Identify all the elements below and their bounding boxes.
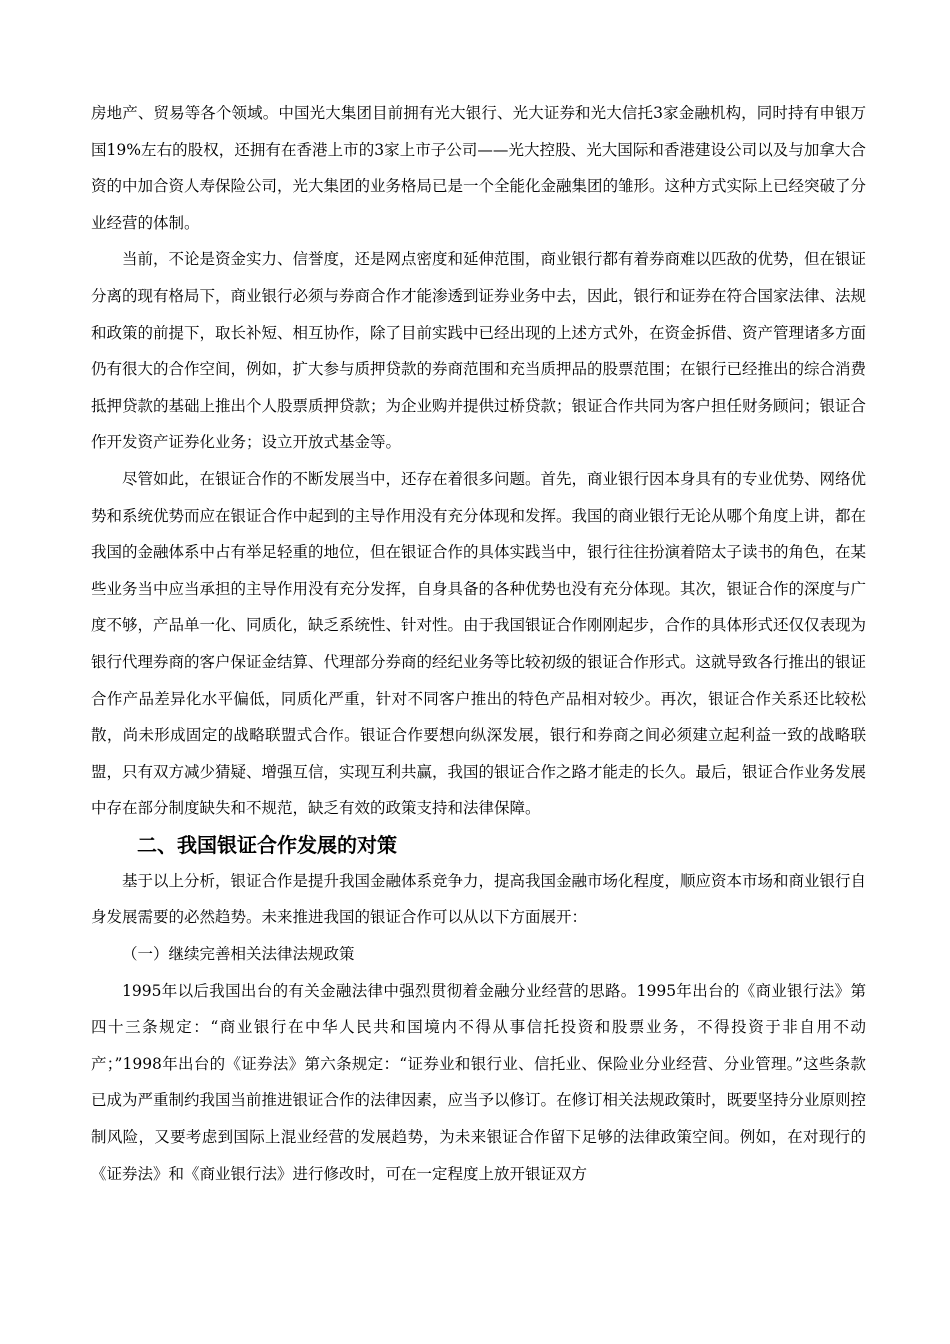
section-intro-paragraph: 基于以上分析，银证合作是提升我国金融体系竞争力，提高我国金融市场化程度，顺应资本市场和商业银行自身发展需要的必然趋势。未来推进我国的银证合作可以从以下方面展开： <box>91 871 867 927</box>
document-page <box>91 95 866 1192</box>
section-heading: 二、我国银证合作发展的对策 <box>137 832 397 857</box>
body-paragraph-legal: 1995年以后我国出台的有关金融法律中强烈贯彻着金融分业经营的思路。1995年出台的《商业银行法》第四十三条规定：“商业银行在中华人民共和国境内不得从事信托投资和股票业务，不得投资于非自用不动产；”1998年出台的《证券法》第六条规定：“证券业和银行业、信托业、保险业分业经营、分业管理。”这些条款已成为严重制约我国当前推进银证合作的法律因素，应当予以修订。在修订相关法规政策时，既要坚持分业原则控制风险，又要考虑到国际上混业经营的发展趋势，为未来银证合作留下足够的法律政策空间。例如，在对现行的《证券法》和《商业银行法》进行修改时，可在一定程度上放开银证双方 <box>91 981 867 1183</box>
body-paragraph-problems: 尽管如此，在银证合作的不断发展当中，还存在着很多问题。首先，商业银行因本身具有的专业优势、网络优势和系统优势而应在银证合作中起到的主导作用没有充分体现和发挥。我国的商业银行无论从哪个角度上讲，都在我国的金融体系中占有举足轻重的地位，但在银证合作的具体实践当中，银行往往扮演着陪太子读书的角色，在某些业务当中应当承担的主导作用没有充分发挥，自身具备的各种优势也没有充分体现。其次，银证合作的深度与广度不够，产品单一化、同质化，缺乏系统性、针对性。由于我国银证合作刚刚起步，合作的具体形式还仅仅表现为银行代理券商的客户保证金结算、代理部分券商的经纪业务等比较初级的银证合作形式。这就导致各行推出的银证合作产品差异化水平偏低，同质化严重，针对不同客户推出的特色产品相对较少。再次，银证合作关系还比较松散，尚未形成固定的战略联盟式合作。银证合作要想向纵深发展，银行和券商之间必须建立起利益一致的战略联盟，只有双方减少猜疑、增强互信，实现互利共赢，我国的银证合作之路才能走的长久。最后，银证合作业务发展中存在部分制度缺失和不规范，缺乏有效的政策支持和法律保障。 <box>91 469 867 818</box>
subsection-heading: （一）继续完善相关法律法规政策 <box>122 945 355 964</box>
body-paragraph-cooperation-space: 当前，不论是资金实力、信誉度，还是网点密度和延伸范围，商业银行都有着券商难以匹敌的优势，但在银证分离的现有格局下，商业银行必须与券商合作才能渗透到证券业务中去，因此，银行和证券在符合国家法律、法规和政策的前提下，取长补短、相互协作，除了目前实践中已经出现的上述方式外，在资金拆借、资产管理诸多方面仍有很大的合作空间，例如，扩大参与质押贷款的券商范围和充当质押品的股票范围；在银行已经推出的综合消费抵押贷款的基础上推出个人股票质押贷款；为企业购并提供过桥贷款；银证合作共同为客户担任财务顾问；银证合作开发资产证券化业务；设立开放式基金等。 <box>91 250 867 452</box>
body-paragraph-continued: 房地产、贸易等各个领域。中国光大集团目前拥有光大银行、光大证券和光大信托3家金融机构，同时持有申银万国19%左右的股权，还拥有在香港上市的3家上市子公司——光大控股、光大国际和香港建设公司以及与加拿大合资的中加合资人寿保险公司，光大集团的业务格局已是一个全能化金融集团的雏形。这种方式实际上已经突破了分业经营的体制。 <box>91 104 867 232</box>
